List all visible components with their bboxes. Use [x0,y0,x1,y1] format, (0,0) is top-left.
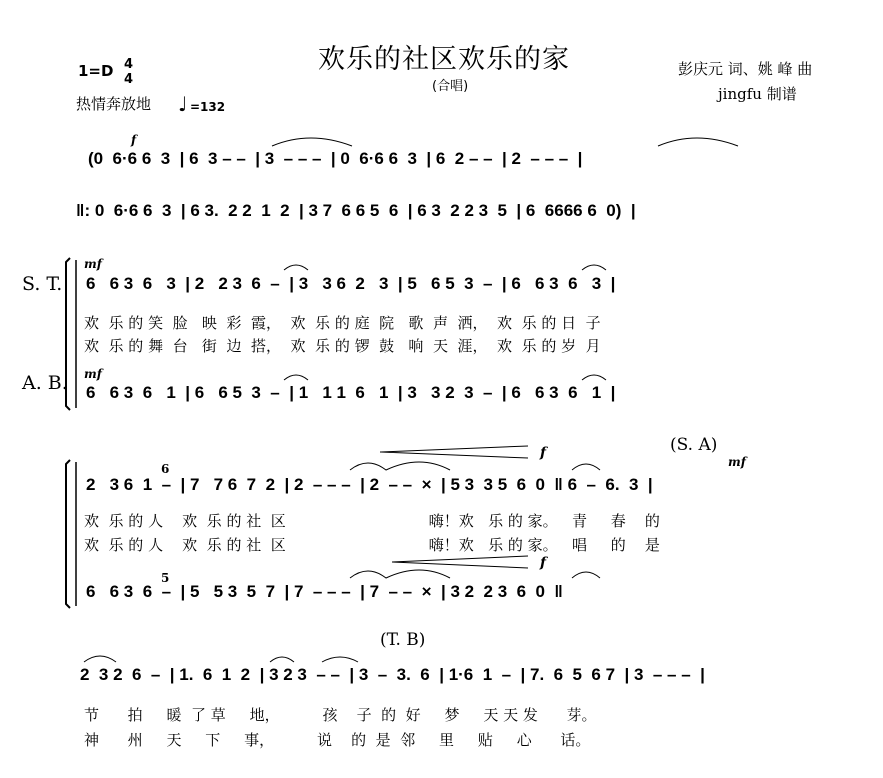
time-signature-bottom: 4 [124,72,134,87]
st-notes: 6 6 3 6 3 | 2 2 3 6 – | 3 3 6 2 3 | 5 6 5 3 – | 6 6 3 6 3 | [86,274,616,293]
tempo-mark: =132 [190,100,226,114]
part-label-tb: (T. B) [380,630,426,650]
intro-line-2: ‖: 0 6·6 6 3 | 6 3. 2 2 1 2 | 3 7 6 6 5 6 | 6 3 2 2 3 5 | 6 6666 6 0) | [76,201,636,220]
grace-note-top: 6 [161,462,170,476]
tie-s2-b [572,464,600,470]
subtitle: (合唱) [432,79,469,94]
page-title: 欢乐的社区欢乐的家 [318,44,570,75]
tie-s2-c [350,570,450,578]
system-bracket-1 [66,258,70,410]
tie-s1-a [284,265,308,270]
tie-s1-d [582,375,606,380]
crescendo-bottom [392,556,528,568]
quarter-note-icon: ♩ [178,92,188,116]
time-signature-top: 4 [124,57,134,72]
crescendo-top [380,446,528,458]
key-signature: 1=D [78,62,114,80]
tie-s1-c [284,375,308,380]
s2-top-notes: 2 3 6 1 – | 7 7 6 7 2 | 2 – – – | 2 – – × | 5 3 3 5 6 0 ‖ 6 – 6. 3 | [86,475,653,494]
s3-notes: 2 3 2 6 – | 1. 6 1 2 | 3 2 3 – – | 3 – 3. 6 | 1·6 1 – | 7. 6 5 6 7 | 3 – – – | [80,665,705,684]
tie-s2-d [572,572,600,578]
part-label-st: S. T. [22,273,63,295]
tie-intro-1 [272,138,352,146]
s3-lyrics-verse-1: 节 拍 暖 了 草 地， 孩 子 的 好 梦 天 天 发 芽。 [84,706,597,724]
dynamic-mf-sa: mf [728,455,746,469]
tie-s3-a [84,656,116,662]
expression-mark: 热情奔放地 [76,95,152,113]
part-label-sa: (S. A) [670,435,718,455]
ab-notes: 6 6 3 6 1 | 6 6 5 3 – | 1 1 1 6 1 | 3 3 2 3 – | 6 6 3 6 1 | [86,383,616,402]
dynamic-f: f [131,133,137,147]
dynamic-mf-st: mf [84,257,102,271]
lyrics-verse-1: 欢 乐 的 笑 脸 映 彩 霞， 欢 乐 的 庭 院 歌 声 洒， 欢 乐 的 日 子 [84,314,601,332]
dynamic-f-top: f [540,445,547,461]
dynamic-mf-ab: mf [84,367,102,381]
tie-intro-2 [658,138,738,146]
credits-line-2: jingfu 制谱 [718,85,797,103]
tie-s3-c [322,657,358,662]
s2-lyrics-verse-1: 欢 乐 的 人 欢 乐 的 社 区 嗨！欢 乐 的 家。 青 春 的 [84,512,660,530]
s2-bottom-notes: 6 6 3 6 – | 5 5 3 5 7 | 7 – – – | 7 – – × | 3 2 2 3 6 0 ‖ [86,582,563,601]
tie-s1-b [582,265,606,270]
dynamic-f-bottom: f [540,555,547,571]
s2-lyrics-verse-2: 欢 乐 的 人 欢 乐 的 社 区 嗨！欢 乐 的 家。 唱 的 是 [84,536,660,554]
system-bracket-2 [66,460,70,608]
tie-s2-a [350,462,450,470]
grace-note-bottom: 5 [161,571,170,585]
intro-line-1: (0 6·6 6 3 | 6 3 – – | 3 – – – | 0 6·6 6 3 | 6 2 – – | 2 – – – | [88,149,583,168]
part-label-ab: A. B. [22,372,68,394]
credits-line-1: 彭庆元 词、姚 峰 曲 [678,60,813,78]
lyrics-verse-2: 欢 乐 的 舞 台 街 边 搭， 欢 乐 的 锣 鼓 响 天 涯， 欢 乐 的 岁 月 [84,337,601,355]
s3-lyrics-verse-2: 神 州 天 下 事， 说 的 是 邻 里 贴 心 话。 [84,731,591,749]
tie-s3-b [270,657,294,662]
